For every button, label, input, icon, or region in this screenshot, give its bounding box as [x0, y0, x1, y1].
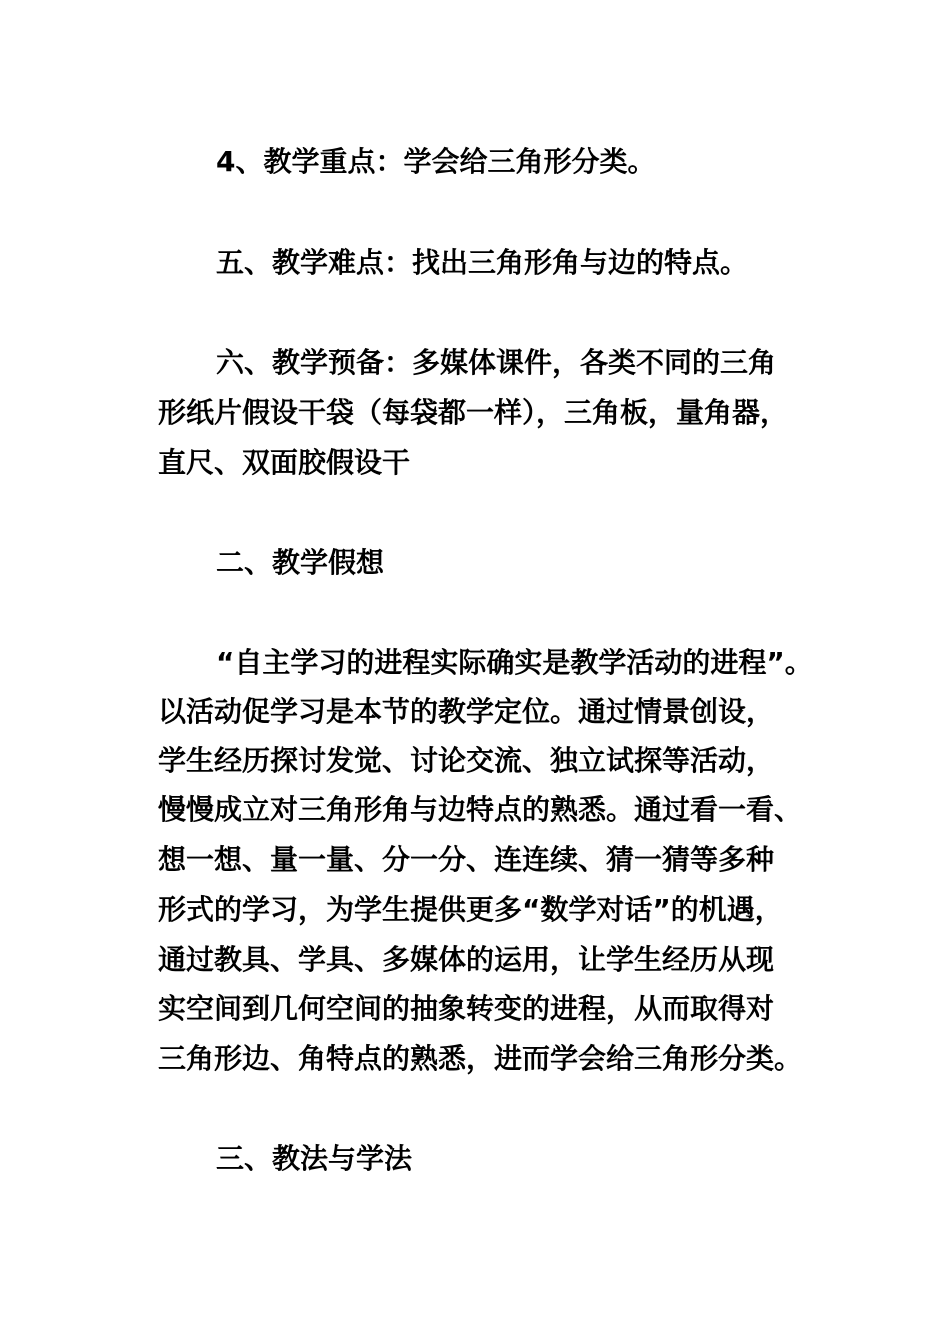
preparation-line-1: 六、教学预备：多媒体课件，各类不同的三角 — [216, 346, 777, 379]
paragraph-line-7: 通过教具、学具、多媒体的运用，让学生经历从现 — [158, 943, 775, 976]
section-heading-methods: 三、教法与学法 — [216, 1142, 413, 1175]
paragraph-line-4: 慢慢成立对三角形角与边特点的熟悉。通过看一看、 — [158, 793, 803, 826]
paragraph-line-1: “自主学习的进程实际确实是教学活动的进程”。 — [216, 646, 813, 679]
paragraph-line-5: 想一想、量一量、分一分、连连续、猜一猜等多种 — [158, 843, 775, 876]
paragraph-line-3: 学生经历探讨发觉、讨论交流、独立试探等活动， — [158, 744, 775, 777]
paragraph-line-9: 三角形边、角特点的熟悉，进而学会给三角形分类。 — [158, 1042, 803, 1075]
section-heading-assumption: 二、教学假想 — [216, 546, 385, 579]
paragraph-line-6: 形式的学习，为学生提供更多“数学对话”的机遇， — [158, 893, 783, 926]
key-point-line: 4、教学重点：学会给三角形分类。 — [216, 145, 656, 178]
preparation-line-2: 形纸片假设干袋（每袋都一样），三角板，量角器， — [158, 396, 789, 429]
paragraph-line-8: 实空间到几何空间的抽象转变的进程，从而取得对 — [158, 992, 775, 1025]
preparation-line-3: 直尺、双面胶假设干 — [158, 446, 411, 479]
difficulty-line: 五、教学难点：找出三角形角与边的特点。 — [216, 246, 749, 279]
paragraph-line-2: 以活动促学习是本节的教学定位。通过情景创设， — [158, 695, 775, 728]
